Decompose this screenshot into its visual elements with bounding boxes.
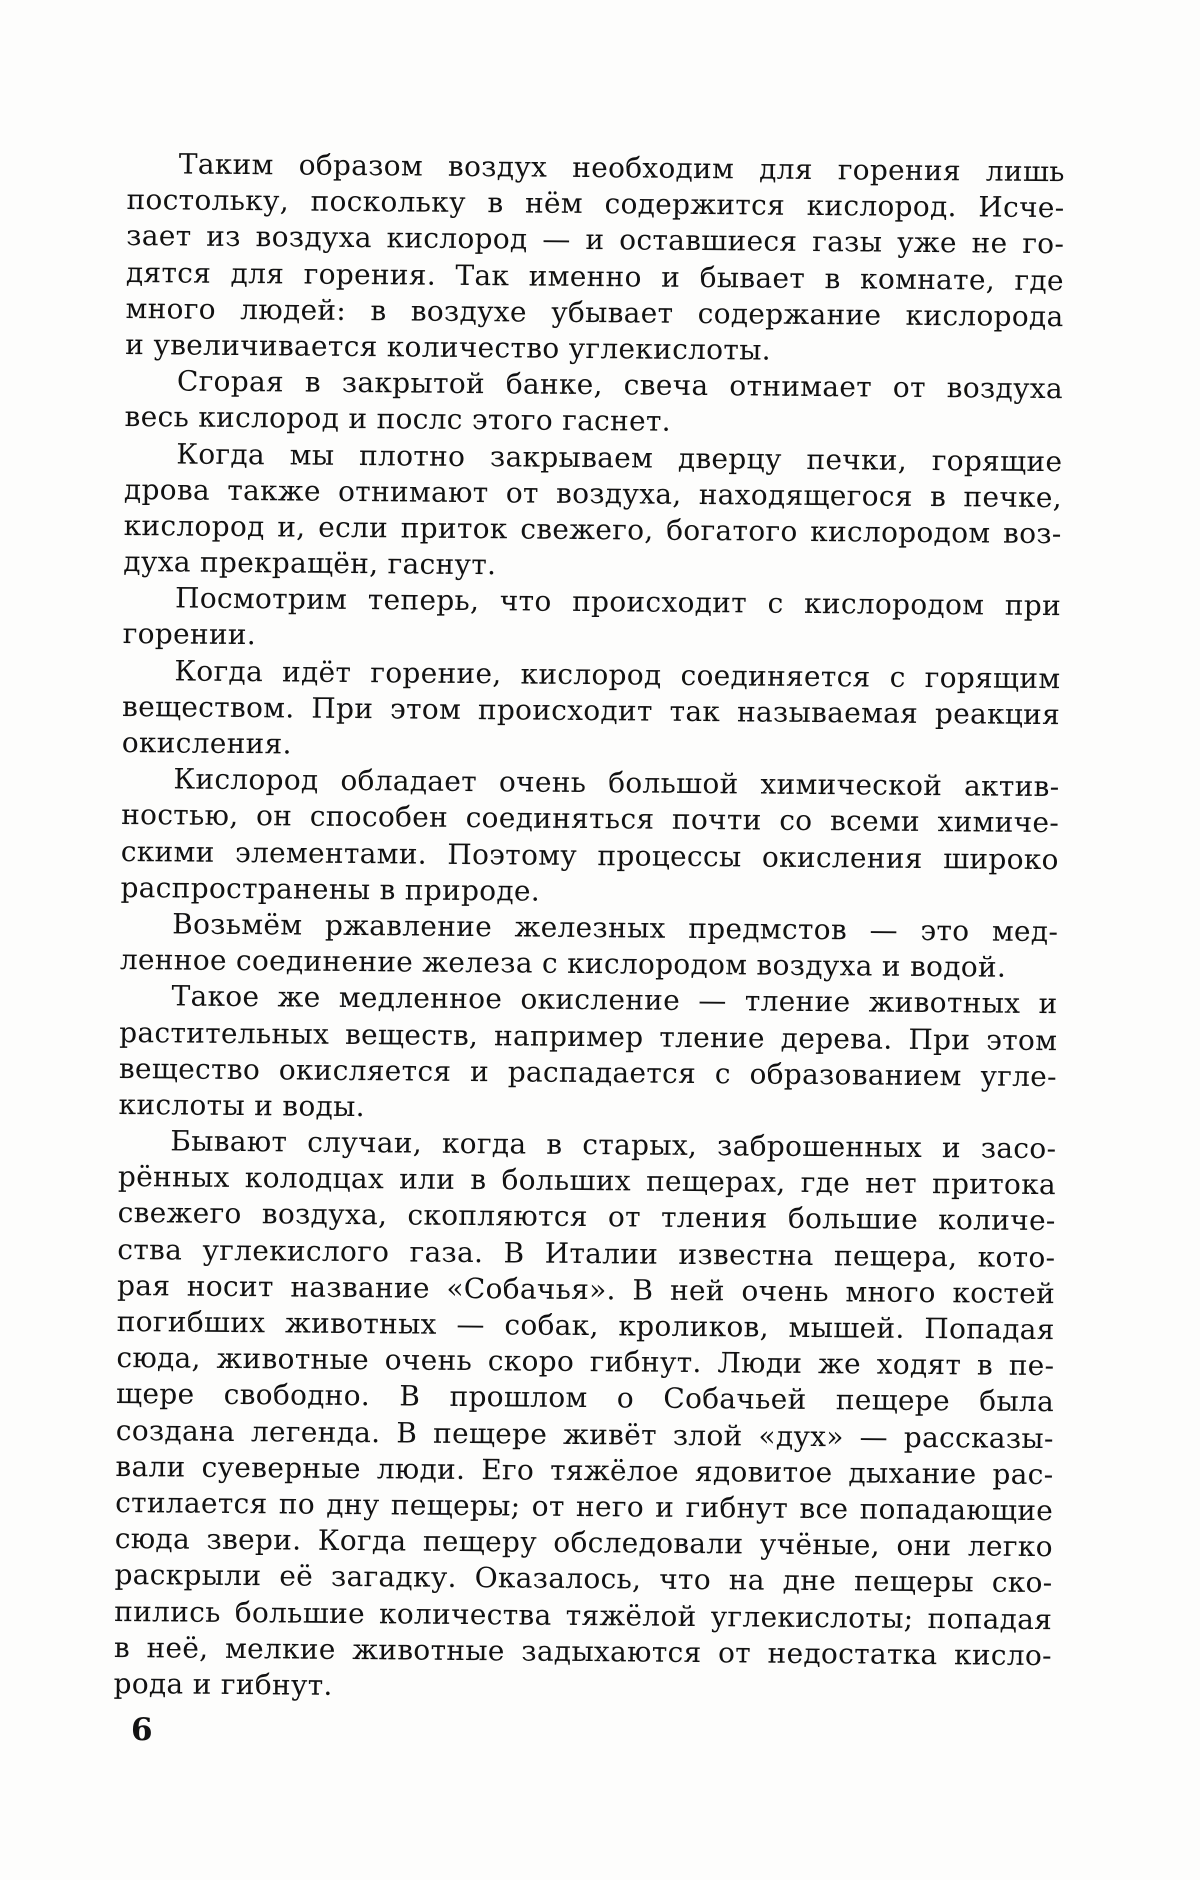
text-line: погибших животных — собак, кроликов, мышей. Попадая (116, 1304, 1055, 1347)
text-line: горении. (122, 617, 257, 652)
text-line: сюда звери. Когда пещеру обследовали учёные, они легко (114, 1522, 1053, 1564)
text-line: Кислород обладает очень большой химической актив- (173, 762, 1060, 804)
text-line: Посмотрим теперь, что происходит с кислородом при (174, 581, 1062, 623)
paragraph (118, 978, 1057, 1131)
text-line: веществом. При этом происходит так называемая реакция (121, 689, 1061, 731)
text-line: свежего воздуха, скопляются от тления большие количе- (117, 1196, 1056, 1238)
text-line: Возьмём ржавление железных предмстов — это мед- (172, 907, 1059, 949)
text-line: Сгорая в закрытой банке, свеча отнимает от воздуха (176, 364, 1064, 406)
text-line: зает из воздуха кислород — и оставшиеся газы уже не го- (126, 219, 1065, 261)
paragraph (123, 435, 1062, 588)
text-line: стилается по дну пещеры; от него и гибнут все попадающие (115, 1485, 1054, 1528)
text-line: ства углекислого газа. В Италии известна пещера, кото- (117, 1232, 1056, 1274)
paragraph (120, 906, 1059, 987)
text-line: рода и гибнут. (113, 1666, 333, 1702)
text-line: распространены в природе. (120, 870, 541, 908)
paragraph (122, 653, 1061, 770)
text-line: много людей: в воздухе убывает содержание кислорода (125, 291, 1064, 333)
text-block (113, 146, 1065, 1710)
text-line: вали суеверные люди. Его тяжёлое ядовитое дыхание рас- (115, 1449, 1054, 1491)
text-line: ностью, он способен соединяться почти со всеми химиче- (121, 798, 1060, 840)
text-line: Когда идёт горение, кислород соединяется с горящим (174, 654, 1061, 695)
text-line: дрова также отнимают от воздуха, находящегося в печке, (123, 472, 1063, 514)
page-number: 6 (131, 1712, 153, 1748)
text-line: духа прекращён, гаснут. (123, 545, 497, 582)
text-line: окисления. (121, 725, 292, 761)
text-line: дятся для горения. Так именно и бывает в комнате, где (125, 255, 1065, 297)
text-line: ленное соединение железа с кислородом воздуха и водой. (119, 943, 1007, 984)
text-line: вещество окисляется и распадается с образованием угле- (118, 1051, 1058, 1093)
text-line: кислород и, если приток свежего, богатого кислородом воз- (123, 508, 1062, 551)
paragraph (123, 580, 1062, 661)
text-line: Такое же медленное окисление — тление животных и (171, 979, 1058, 1021)
text-line: раскрыли её загадку. Оказалось, что на дне пещеры ско- (114, 1558, 1053, 1600)
text-line: кислоты и воды. (118, 1087, 366, 1123)
text-line: постольку, поскольку в нём содержится кислород. Исче- (126, 183, 1065, 225)
text-line: Когда мы плотно закрываем дверцу печки, горящие (176, 436, 1063, 478)
text-line: и увеличивается количество углекислоты. (125, 327, 772, 367)
paragraph (120, 761, 1059, 914)
text-line: щере свободно. В прошлом о Собачьей пещере была (115, 1377, 1055, 1419)
text-line: пились большие количества тяжёлой углекислоты; попадая (114, 1594, 1053, 1636)
text-line: рённых колодцах или в больших пещерах, где нет притока (117, 1160, 1057, 1202)
text-line: сюда, животные очень скоро гибнут. Люди же ходят в пе- (116, 1341, 1055, 1383)
text-line: Таким образом воздух необходим для горения лишь (178, 147, 1065, 189)
text-line: рая носит название «Собачья». В ней очень много костей (116, 1268, 1056, 1310)
text-line: в неё, мелкие животные задыхаются от недостатка кисло- (113, 1630, 1053, 1672)
text-line: создана легенда. В пещере живёт злой «дух» — рассказы- (115, 1413, 1054, 1455)
paragraph (124, 363, 1063, 444)
paragraph (125, 146, 1065, 371)
text-line: Бывают случаи, когда в старых, заброшенных и засо- (170, 1124, 1057, 1166)
text-line: весь кислород и послс этого гаснет. (124, 400, 672, 439)
text-line: скими элементами. Поэтому процессы окисления широко (120, 834, 1059, 876)
paragraph (113, 1123, 1056, 1710)
text-line: растительных веществ, например тление дерева. При этом (119, 1015, 1058, 1057)
